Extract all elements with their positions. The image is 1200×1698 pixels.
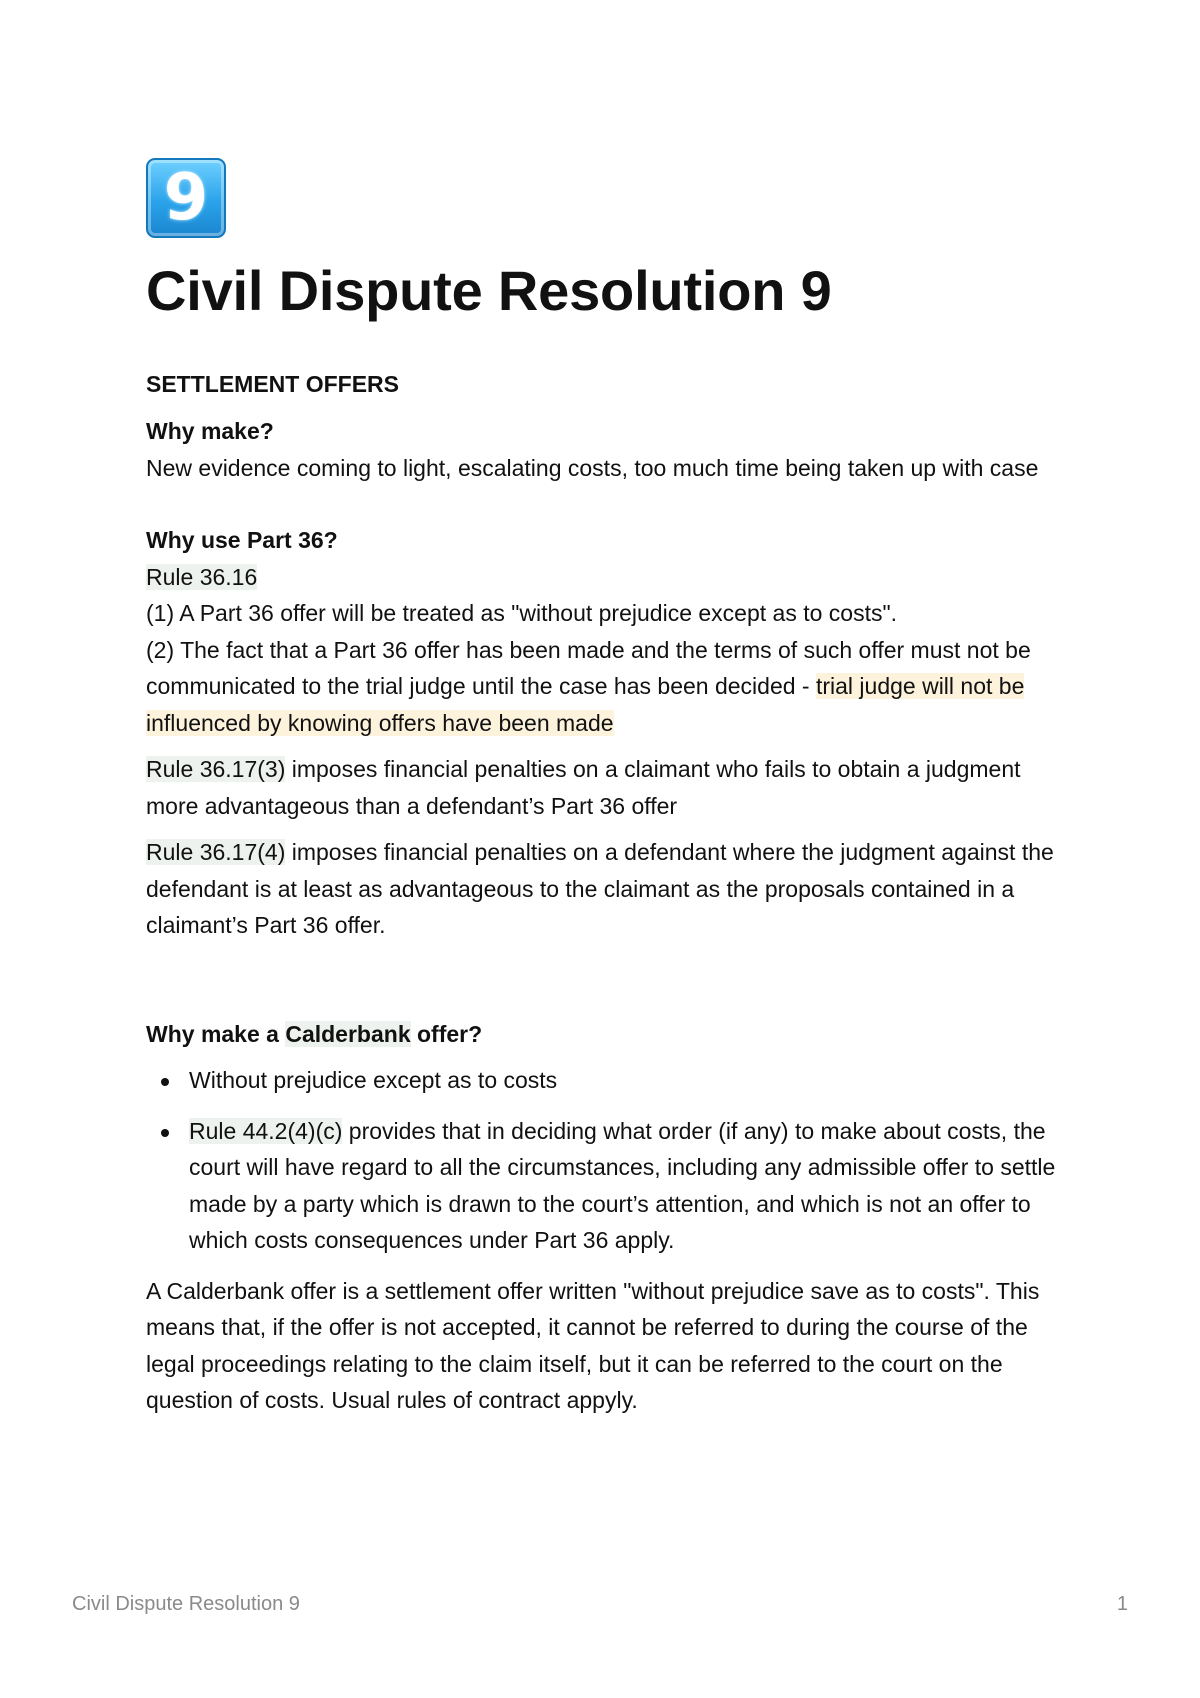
rule-44-2-text: provides that in deciding what order (if any) to make about costs, the court will have regard to all the circumstances, including any admissible offer to settle made by a party which is drawn to the court’s attention, and which is not an offer to which costs consequences under Part 36 apply. — [189, 1117, 1056, 1254]
footer-title: Civil Dispute Resolution 9 — [72, 1593, 300, 1615]
part36-point-2 — [146, 632, 1066, 742]
why-part36-heading: Why use Part 36? — [146, 527, 338, 554]
rule-36-16-label — [146, 559, 1066, 596]
rule-44-2-ref: Rule 44.2(4)(c) — [189, 1117, 343, 1144]
why-make-heading: Why make? — [146, 418, 274, 445]
why-make-text: New evidence coming to light, escalating costs, too much time being taken up with case — [146, 454, 1039, 481]
calderbank-paragraph: A Calderbank offer is a settlement offer written "without prejudice save as to costs". This means that, if the offer is not accepted, it cannot be referred to during the course of the legal proceedings relating to the claim itself, but it can be referred to the court on the question of costs. Usual rules of contract appyly. — [146, 1277, 1040, 1414]
rule-36-17-4-ref: Rule 36.17(4) — [146, 839, 286, 866]
list-item: Without prejudice except as to costs — [146, 1062, 1066, 1099]
part36-point-2-text: (2) The fact that a Part 36 offer has been made and the terms of such offer must not be communicated to the trial judge until the case has been decided - — [146, 636, 1031, 700]
page-footer — [72, 1593, 1128, 1616]
part36-point-1: (1) A Part 36 offer will be treated as "without prejudice except as to costs". — [146, 600, 898, 627]
document-page — [146, 158, 1066, 1419]
section-title: SETTLEMENT OFFERS — [146, 370, 399, 397]
rule-36-17-3-text: imposes financial penalties on a claimant who fails to obtain a judgment more advantageous than a defendant’s Part 36 offer — [146, 756, 1021, 819]
part36-point-2-highlight: trial judge will not be influenced by knowing offers have been made — [146, 673, 1025, 736]
calderbank-list — [146, 1062, 1066, 1259]
rule-36-17-4-text: imposes financial penalties on a defendant where the judgment against the defendant is at least as advantageous to the claimant as the proposals contained in a claimant’s Part 36 offer. — [146, 839, 1054, 939]
calderbank-link[interactable]: Calderbank — [285, 1020, 411, 1047]
list-item — [146, 1113, 1066, 1259]
why-calderbank-heading — [146, 1016, 1066, 1053]
rule-36-17-3-ref: Rule 36.17(3) — [146, 756, 286, 783]
rule-36-17-3-paragraph — [146, 751, 1066, 824]
rule-36-16-ref: Rule 36.16 — [146, 563, 258, 590]
footer-page-number: 1 — [1116, 1593, 1128, 1615]
page-title: Civil Dispute Resolution 9 — [146, 259, 832, 322]
calderbank-heading-prefix: Why make a — [146, 1020, 286, 1047]
calderbank-heading-suffix: offer? — [410, 1020, 483, 1047]
keycap-9-icon: 9 — [146, 158, 226, 238]
rule-36-17-4-paragraph — [146, 834, 1066, 944]
